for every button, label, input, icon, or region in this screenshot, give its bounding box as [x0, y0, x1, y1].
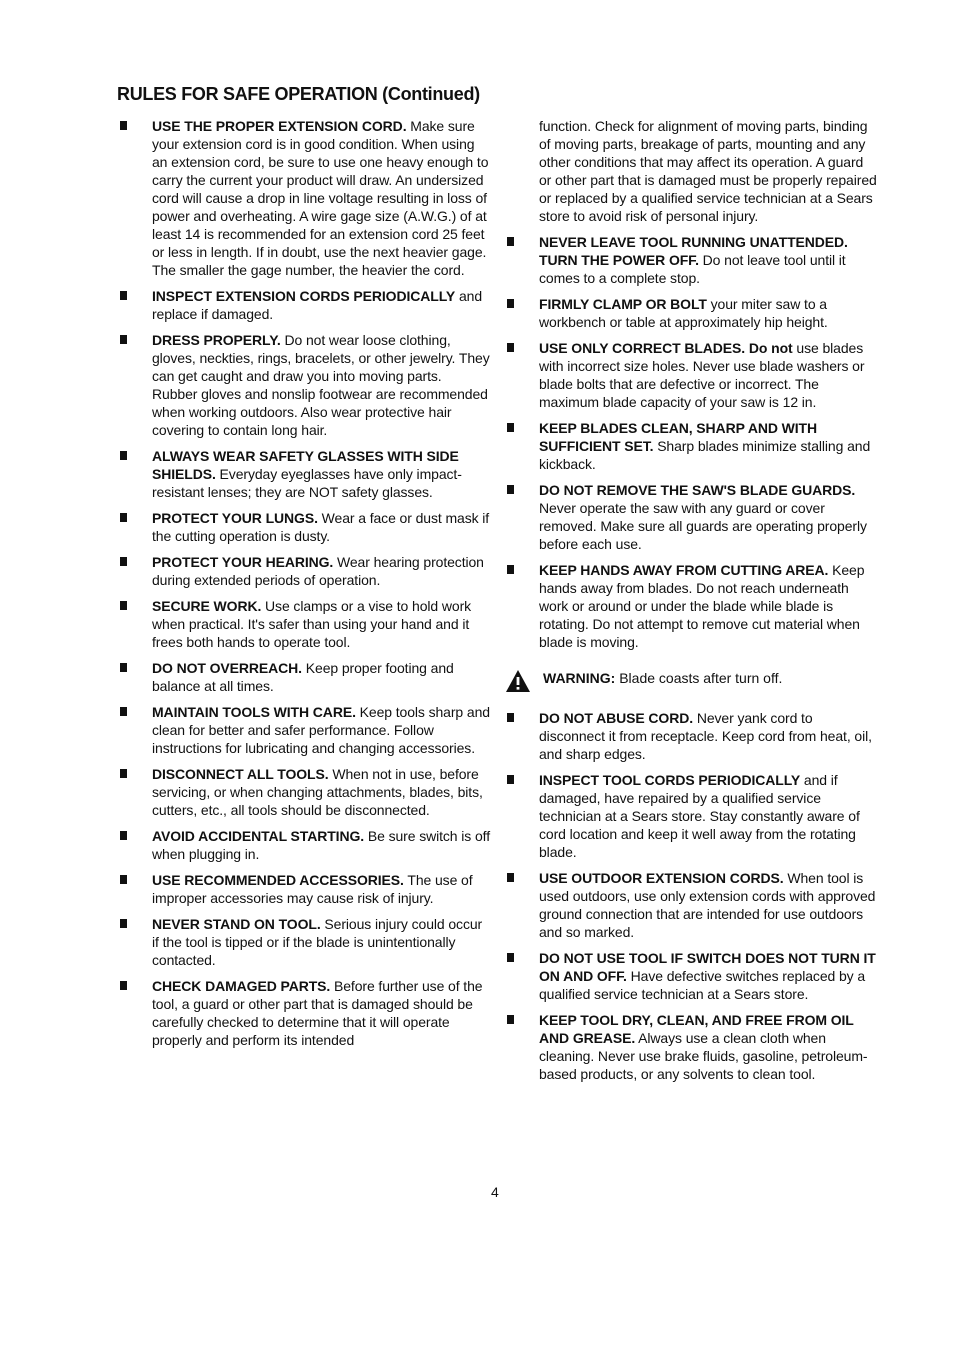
item-text: Wear a face or dust mask if the cutting operation is dusty. — [152, 510, 490, 544]
warning-label: WARNING: — [543, 670, 616, 686]
list-item — [505, 869, 879, 941]
item-heading: PROTECT YOUR HEARING. — [152, 554, 334, 570]
item-text: Keep hands away from blades. Do not reach underneath work or around or under the blade while blade is rotating. Do not attempt to remove cut material when blade is moving. — [539, 562, 865, 650]
list-item — [505, 233, 879, 287]
item-text: Do not leave tool until it comes to a complete stop. — [539, 252, 846, 286]
item-heading: DRESS PROPERLY. — [152, 332, 281, 348]
item-heading: INSPECT EXTENSION CORDS PERIODICALLY — [152, 288, 456, 304]
item-text: Have defective switches replaced by a qualified service technician at a Sears store. — [539, 968, 866, 1002]
square-bullet-icon — [507, 953, 514, 962]
list-item — [505, 949, 879, 1003]
item-heading: KEEP TOOL DRY, CLEAN, AND FREE FROM OIL AND GREASE. — [539, 1012, 854, 1046]
item-text: When tool is used outdoors, use only extension cords with approved ground connection that are intended for use outdoors and so marked. — [539, 870, 876, 940]
item-text: The use of improper accessories may cause risk of injury. — [152, 872, 473, 906]
item-heading: FIRMLY CLAMP OR BOLT — [539, 296, 707, 312]
list-item — [505, 709, 879, 763]
list-item — [505, 561, 879, 651]
square-bullet-icon — [507, 873, 514, 882]
item-text: Always use a clean cloth when cleaning. Never use brake fluids, gasoline, petroleum-based products, or any solvents to clean tool. — [539, 1030, 868, 1082]
list-item — [505, 771, 879, 861]
item-text: Sharp blades minimize stalling and kickback. — [539, 438, 871, 472]
warning-triangle-icon — [505, 669, 531, 693]
item-text: Use clamps or a vise to hold work when practical. It's safer than using your hand and it frees both hands to operate tool. — [152, 598, 472, 650]
square-bullet-icon — [507, 485, 514, 494]
square-bullet-icon — [507, 565, 514, 574]
square-bullet-icon — [120, 513, 127, 522]
item-text: When not in use, before servicing, or when changing attachments, blades, bits, cutters, etc., all tools should be disconnected. — [152, 766, 483, 818]
item-heading: ALWAYS WEAR SAFETY GLASSES WITH SIDE SHIELDS. — [152, 448, 459, 482]
list-item — [118, 871, 490, 907]
item-heading: DO NOT OVERREACH. — [152, 660, 302, 676]
item-text: Make sure your extension cord is in good condition. When using an extension cord, be sure to use one heavy enough to carry the current your product will draw. An undersized cord will cause a drop in line voltage resulting in loss of power and overheating. A wire gage size (A.W.G.) of at least 14 is recommended for an extension cord 25 feet or less in length. If in doubt, use the next heavier gage. The smaller the gage number, the heavier the cord. — [152, 118, 489, 278]
list-item — [118, 553, 490, 589]
continued-text: function. Check for alignment of moving parts, binding of moving parts, breakage of parts, mounting and any other conditions that may affect its operation. A guard or other part that is damaged must be properly repaired or replaced by a qualified service technician at a Sears store to avoid risk of personal injury. — [539, 118, 877, 224]
item-text: Do not wear loose clothing, gloves, neckties, rings, bracelets, or other jewelry. They can get caught and draw you into moving parts. Rubber gloves and nonslip footwear are recommended when working outdoors. Also wear protective hair covering to contain long hair. — [152, 332, 490, 438]
item-heading: MAINTAIN TOOLS WITH CARE. — [152, 704, 356, 720]
square-bullet-icon — [120, 121, 127, 130]
list-item — [505, 481, 879, 553]
square-bullet-icon — [120, 557, 127, 566]
square-bullet-icon — [120, 663, 127, 672]
item-text: Keep tools sharp and clean for better and safer performance. Follow instructions for lubricating and changing accessories. — [152, 704, 490, 756]
square-bullet-icon — [120, 981, 127, 990]
page-title: RULES FOR SAFE OPERATION (Continued) — [117, 84, 480, 104]
item-heading: KEEP BLADES CLEAN, SHARP AND WITH SUFFICIENT SET. — [539, 420, 818, 454]
page-number: 4 — [491, 1184, 499, 1200]
square-bullet-icon — [120, 335, 127, 344]
square-bullet-icon — [120, 451, 127, 460]
list-item — [505, 419, 879, 473]
item-heading: USE OUTDOOR EXTENSION CORDS. — [539, 870, 784, 886]
item-heading: USE THE PROPER EXTENSION CORD. — [152, 118, 407, 134]
warning-notice — [505, 669, 879, 687]
list-item — [118, 509, 490, 545]
list-item — [118, 287, 490, 323]
item-heading: NEVER STAND ON TOOL. — [152, 916, 321, 932]
item-heading: AVOID ACCIDENTAL STARTING. — [152, 828, 365, 844]
list-item — [118, 659, 490, 695]
list-item — [505, 1011, 879, 1083]
square-bullet-icon — [120, 875, 127, 884]
item-text: your miter saw to a workbench or table at approximately hip height. — [539, 296, 828, 330]
square-bullet-icon — [507, 299, 514, 308]
item-text: use blades with incorrect size holes. Never use blade washers or blade bolts that are defective or incorrect. The maximum blade capacity of your saw is 12 in. — [539, 340, 865, 410]
list-item — [118, 977, 490, 1049]
list-item — [118, 765, 490, 819]
item-heading: USE ONLY CORRECT BLADES. Do not — [539, 340, 793, 356]
item-text: Everyday eyeglasses have only impact-resistant lenses; they are NOT safety glasses. — [152, 466, 462, 500]
item-heading: NEVER LEAVE TOOL RUNNING UNATTENDED. TURN THE POWER OFF. — [539, 234, 848, 268]
list-item — [505, 295, 879, 331]
square-bullet-icon — [507, 713, 514, 722]
item-heading: DO NOT USE TOOL IF SWITCH DOES NOT TURN IT ON AND OFF. — [539, 950, 876, 984]
item-text: Never operate the saw with any guard or cover removed. Make sure all guards are operating properly before each use. — [539, 500, 867, 552]
list-item — [118, 827, 490, 863]
item-heading: PROTECT YOUR LUNGS. — [152, 510, 318, 526]
item-text: Keep proper footing and balance at all times. — [152, 660, 454, 694]
list-item — [118, 597, 490, 651]
square-bullet-icon — [507, 343, 514, 352]
item-heading: USE RECOMMENDED ACCESSORIES. — [152, 872, 404, 888]
list-item — [118, 915, 490, 969]
item-text: and replace if damaged. — [152, 288, 483, 322]
square-bullet-icon — [120, 291, 127, 300]
item-text: Never yank cord to disconnect it from receptacle. Keep cord from heat, oil, and sharp edges. — [539, 710, 872, 762]
item-text: Before further use of the tool, a guard or other part that is damaged should be carefully checked to determine that it will operate properly and perform its intended — [152, 978, 483, 1048]
square-bullet-icon — [507, 775, 514, 784]
square-bullet-icon — [120, 601, 127, 610]
square-bullet-icon — [507, 237, 514, 246]
warning-text: Blade coasts after turn off. — [615, 670, 783, 686]
list-item — [118, 703, 490, 757]
item-text: Wear hearing protection during extended periods of operation. — [152, 554, 484, 588]
square-bullet-icon — [120, 831, 127, 840]
item-heading: DO NOT ABUSE CORD. — [539, 710, 694, 726]
item-text: and if damaged, have repaired by a qualified service technician at a Sears store. Stay constantly aware of cord location and keep it well away from the rotating blade. — [539, 772, 860, 860]
list-item — [505, 339, 879, 411]
item-text: Be sure switch is off when plugging in. — [152, 828, 490, 862]
item-heading: INSPECT TOOL CORDS PERIODICALLY — [539, 772, 801, 788]
item-heading: DISCONNECT ALL TOOLS. — [152, 766, 329, 782]
square-bullet-icon — [120, 919, 127, 928]
square-bullet-icon — [507, 1015, 514, 1024]
left-column — [118, 117, 490, 1057]
item-heading: SECURE WORK. — [152, 598, 262, 614]
square-bullet-icon — [120, 707, 127, 716]
item-heading: CHECK DAMAGED PARTS. — [152, 978, 331, 994]
right-column — [505, 117, 879, 1091]
square-bullet-icon — [120, 769, 127, 778]
list-item — [118, 117, 490, 279]
item-heading: KEEP HANDS AWAY FROM CUTTING AREA. — [539, 562, 829, 578]
item-heading: DO NOT REMOVE THE SAW'S BLADE GUARDS. — [539, 482, 856, 498]
square-bullet-icon — [507, 423, 514, 432]
list-item — [118, 331, 490, 439]
list-item — [118, 447, 490, 501]
item-text: Serious injury could occur if the tool is tipped or if the blade is unintentionally contacted. — [152, 916, 483, 968]
